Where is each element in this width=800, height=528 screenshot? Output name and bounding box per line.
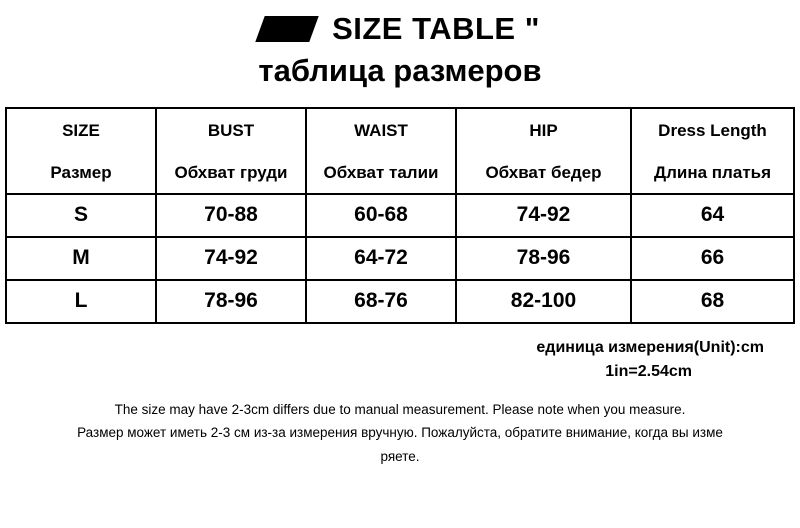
header-hip-en: HIP: [456, 108, 631, 153]
size-chart-table: [5, 107, 795, 324]
cell-bust: 70-88: [156, 194, 306, 237]
cell-waist: 68-76: [306, 280, 456, 323]
header-length-ru: Длина платья: [631, 153, 794, 194]
cell-hip: 82-100: [456, 280, 631, 323]
cell-size: M: [6, 237, 156, 280]
cell-length: 66: [631, 237, 794, 280]
cell-hip: 78-96: [456, 237, 631, 280]
table-row: [6, 280, 794, 323]
cell-waist: 60-68: [306, 194, 456, 237]
title-line-one: [0, 12, 800, 46]
table-header-row-english: [6, 108, 794, 153]
unit-note-line-two: 1in=2.54cm: [605, 362, 692, 380]
header-hip-ru: Обхват бедер: [456, 153, 631, 194]
cell-bust: 78-96: [156, 280, 306, 323]
table-row: [6, 194, 794, 237]
header-bust-en: BUST: [156, 108, 306, 153]
page-title-english: SIZE TABLE ": [332, 11, 540, 46]
disclaimer-russian-overflow: ряете.: [380, 449, 420, 465]
unit-note: [0, 336, 800, 384]
disclaimer-russian: Размер может иметь 2-3 см из-за измерения вручную. Пожалуйста, обратите внимание, когда вы изме: [77, 425, 723, 441]
cell-size: L: [6, 280, 156, 323]
cell-length: 64: [631, 194, 794, 237]
cell-waist: 64-72: [306, 237, 456, 280]
table-body: [6, 194, 794, 323]
cell-length: 68: [631, 280, 794, 323]
unit-note-line-one: единица измерения(Unit):cm: [536, 338, 764, 356]
title-block: [0, 0, 800, 91]
measurement-disclaimer: [0, 398, 800, 469]
page-title-russian: таблица размеров: [258, 53, 542, 89]
brush-stroke-icon: [255, 16, 318, 42]
cell-hip: 74-92: [456, 194, 631, 237]
table-row: [6, 237, 794, 280]
header-size-ru: Размер: [6, 153, 156, 194]
disclaimer-english: The size may have 2-3cm differs due to manual measurement. Please note when you measure.: [114, 401, 686, 417]
cell-bust: 74-92: [156, 237, 306, 280]
header-length-en: Dress Length: [631, 108, 794, 153]
header-waist-ru: Обхват талии: [306, 153, 456, 194]
table-header-row-russian: [6, 153, 794, 194]
table-head: [6, 108, 794, 194]
cell-size: S: [6, 194, 156, 237]
header-bust-ru: Обхват груди: [156, 153, 306, 194]
header-size-en: SIZE: [6, 108, 156, 153]
header-waist-en: WAIST: [306, 108, 456, 153]
